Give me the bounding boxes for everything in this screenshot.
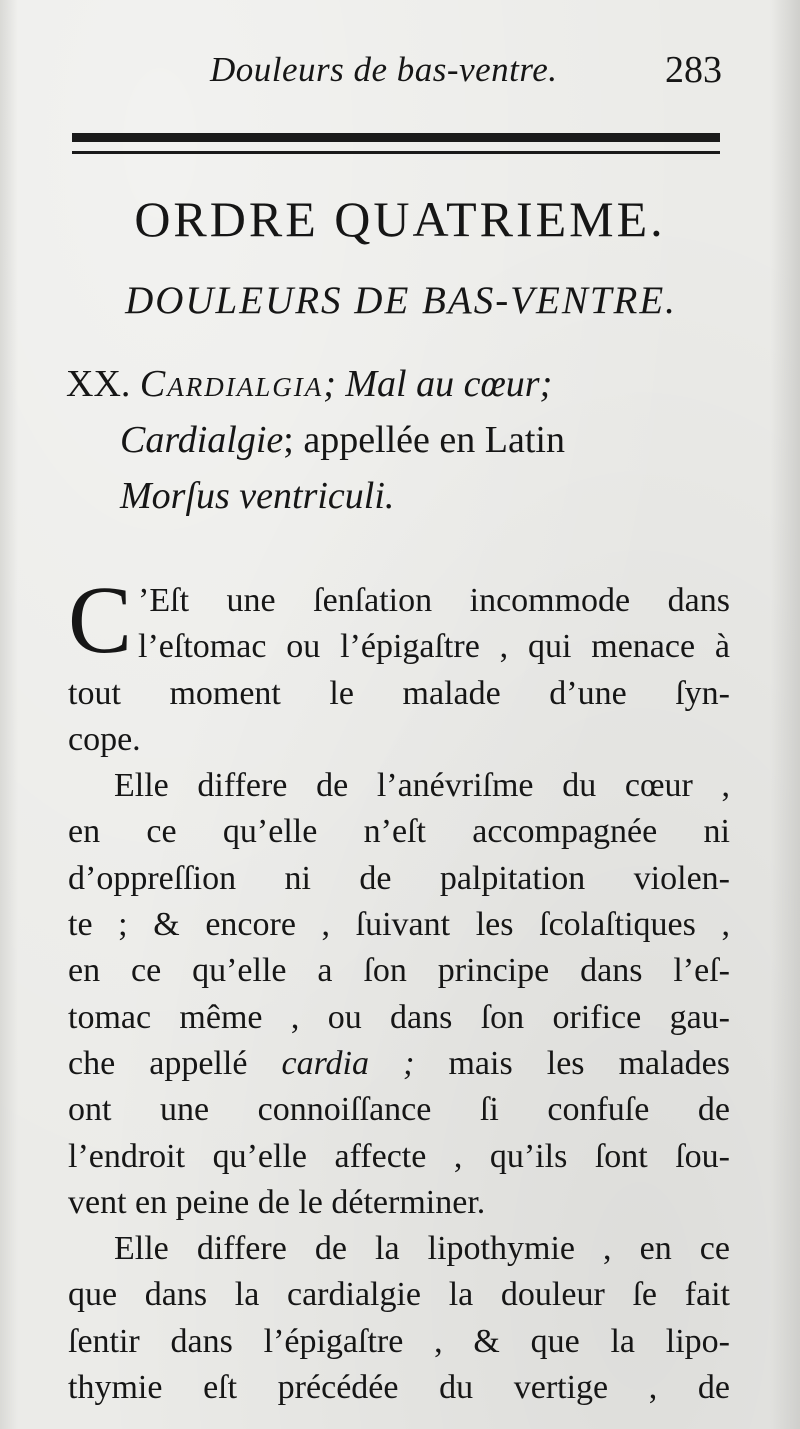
header-rule-thin (72, 151, 720, 154)
paragraph-1 (68, 566, 730, 763)
text-line: te ; & encore , ſuivant les ſcolaſtiques , (68, 906, 730, 944)
text-line: ’Eſt une ſenſation incommode dans (138, 582, 730, 619)
entry-synonym: Cardialgie (120, 419, 284, 461)
text-line: tout moment le malade d’une ſyn- (68, 674, 730, 712)
text-fragment: che appellé (68, 1044, 248, 1082)
text-line: l’eſtomac ou l’épigaſtre , qui menace à (138, 628, 730, 666)
text-fragment: mais les malades (448, 1044, 730, 1082)
paragraph-2 (68, 763, 730, 1226)
body-text (68, 566, 730, 1411)
text-line: que dans la cardialgie la douleur ſe fait (68, 1276, 730, 1314)
text-line: en ce qu’elle n’eſt accompagnée ni (68, 813, 730, 851)
entry-separator: ; (323, 363, 336, 405)
entry-synonym-rest: ; appellée en Latin (283, 419, 565, 461)
running-head-title: Douleurs de bas-ventre. (210, 50, 558, 89)
entry-heading-line-2 (66, 412, 736, 468)
text-line: l’endroit qu’elle affecte , qu’ils ſont ſou- (68, 1137, 730, 1175)
section-title: DOULEURS DE BAS-VENTRE. (125, 279, 677, 322)
running-head (70, 44, 730, 100)
page-edge-right (770, 0, 800, 1429)
entry-number: XX. (66, 363, 131, 405)
text-line: ſentir dans l’épigaſtre , & que la lipo- (68, 1322, 730, 1360)
text-line: Elle differe de la lipothymie , en ce (114, 1230, 730, 1268)
page-number: 283 (665, 49, 722, 91)
entry-latin-name: Cardialgia (139, 363, 324, 405)
text-line: tomac même , ou dans ſon orifice gau- (68, 998, 730, 1036)
paragraph-3 (68, 1226, 730, 1411)
text-line: cope. (68, 720, 141, 758)
text-line: thymie eſt précédée du vertige , de (68, 1369, 730, 1407)
drop-cap: C (68, 566, 133, 673)
entry-heading-line-3 (66, 468, 736, 524)
text-line: vent en peine de le déterminer. (68, 1183, 486, 1221)
entry-heading-line-1 (66, 356, 736, 412)
entry-heading (66, 356, 736, 524)
text-line: Elle differe de l’anévriſme du cœur , (114, 767, 730, 805)
term-cardia: cardia ; (281, 1044, 415, 1082)
entry-latin-synonym: Morſus ventriculi. (120, 475, 395, 517)
entry-french-name: Mal au cœur; (345, 363, 553, 405)
text-line-mixed (68, 1041, 730, 1087)
order-title: ORDRE QUATRIEME. (134, 191, 666, 247)
text-line: en ce qu’elle a ſon principe dans l’eſ- (68, 952, 730, 990)
header-rule-thick (72, 133, 720, 142)
text-line: d’oppreſſion ni de palpitation violen- (68, 859, 730, 897)
text-line: ont une connoiſſance ſi confuſe de (68, 1091, 730, 1129)
page-edge-left (0, 0, 18, 1429)
